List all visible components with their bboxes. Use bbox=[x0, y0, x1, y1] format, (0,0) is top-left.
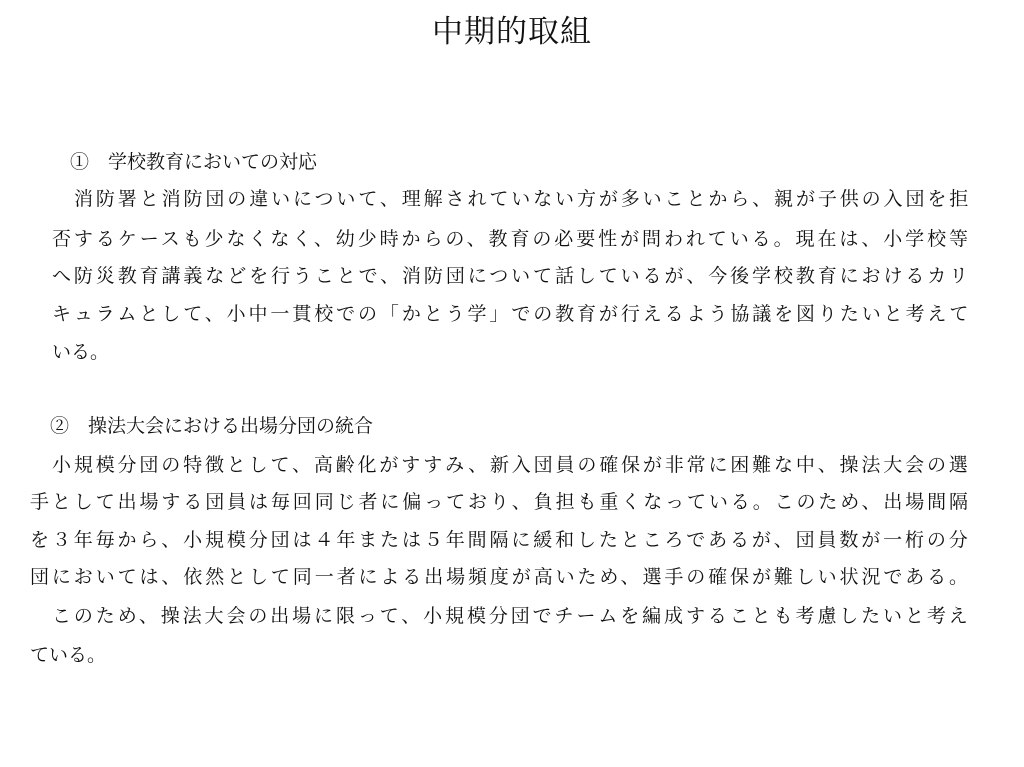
paragraph-line: このため、操法大会の出場に限って、小規模分団でチームを編成することも考慮したいと考え bbox=[52, 605, 971, 627]
paragraph-line: 手として出場する団員は毎回同じ者に偏っており、負担も重くなっている。このため、出場間隔 bbox=[30, 491, 971, 513]
page-title: 中期的取組 bbox=[432, 14, 592, 50]
paragraph-line: 否するケースも少なくなく、幼少時からの、教育の必要性が問われている。現在は、小学校等 bbox=[52, 228, 971, 250]
paragraph-line: を３年毎から、小規模分団は４年または５年間隔に緩和したところであるが、団員数が一桁の分 bbox=[30, 529, 971, 551]
section-heading: ① 学校教育においての対応 bbox=[70, 151, 318, 173]
paragraph-line: 団においては、依然として同一者による出場頻度が高いため、選手の確保が難しい状況である。 bbox=[30, 566, 971, 588]
paragraph-line: 小規模分団の特徴として、高齢化がすすみ、新入団員の確保が非常に困難な中、操法大会の選 bbox=[52, 454, 971, 476]
paragraph-line: へ防災教育講義などを行うことで、消防団について話しているが、今後学校教育におけるカリ bbox=[52, 265, 972, 287]
paragraph-line: ている。 bbox=[30, 644, 107, 666]
section-heading: ② 操法大会における出場分団の統合 bbox=[50, 415, 374, 437]
paragraph-line: 消防署と消防団の違いについて、理解されていない方が多いことから、親が子供の入団を拒 bbox=[74, 188, 972, 210]
paragraph-line: キュラムとして、小中一貫校での「かとう学」での教育が行えるよう協議を図りたいと考えて bbox=[52, 303, 972, 325]
paragraph-line: いる。 bbox=[52, 341, 110, 363]
